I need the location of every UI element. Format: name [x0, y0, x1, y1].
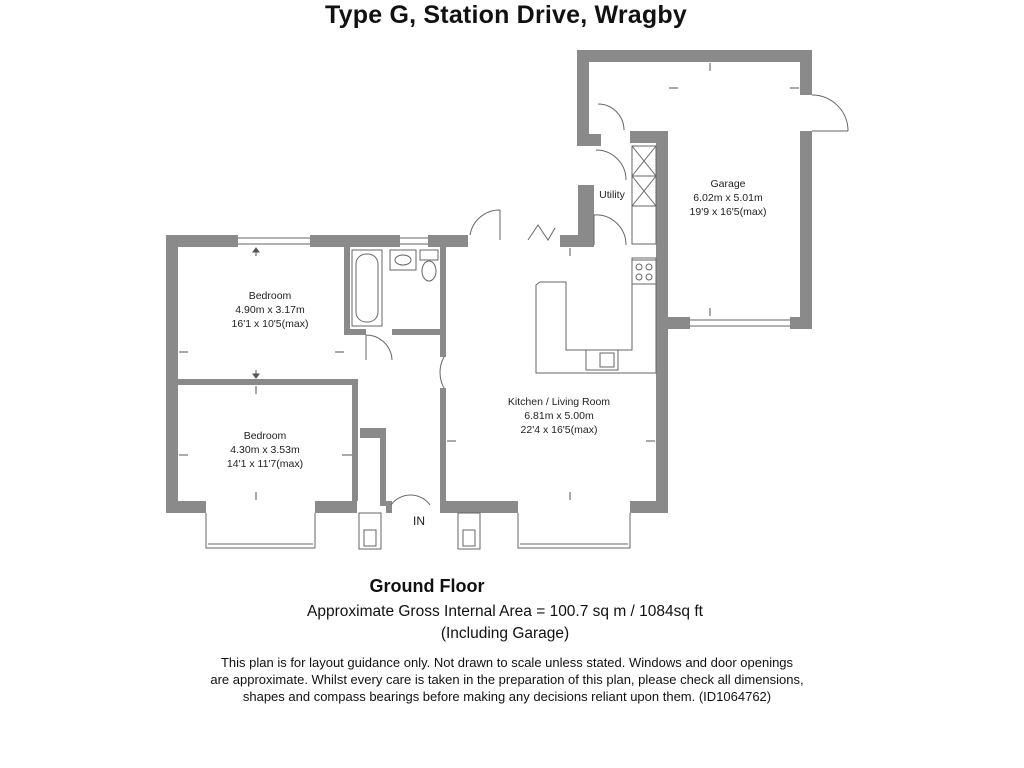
bedroom1-metric: 4.90m x 3.17m	[235, 304, 305, 316]
room-labels	[227, 178, 767, 528]
garage-imperial: 19'9 x 16'5(max)	[689, 206, 767, 218]
garage-name: Garage	[710, 178, 746, 190]
kitchen-metric: 6.81m x 5.00m	[524, 410, 594, 422]
disclaimer-line: shapes and compass bearings before making any decisions reliant upon them. (ID1064762)	[242, 689, 772, 704]
bedroom1-name: Bedroom	[248, 290, 292, 302]
kitchen-imperial: 22'4 x 16'5(max)	[520, 424, 598, 436]
bedroom2-metric: 4.30m x 3.53m	[230, 444, 300, 456]
garage-metric: 6.02m x 5.01m	[693, 192, 763, 204]
disclaimer-line: are approximate. Whilst every care is taken in the preparation of this plan, please check all dimensions,	[210, 672, 804, 687]
plan-title: Type G, Station Drive, Wragby	[325, 1, 687, 29]
utility-name: Utility	[599, 189, 625, 201]
bedroom2-imperial: 14'1 x 11'7(max)	[226, 458, 304, 470]
disclaimer	[150, 654, 864, 705]
area-note: (Including Garage)	[440, 625, 570, 642]
entrance-label: IN	[413, 514, 425, 528]
floor-title: Ground Floor	[369, 576, 485, 596]
bedroom2-name: Bedroom	[243, 430, 287, 442]
door-swings	[366, 95, 848, 505]
disclaimer-line: This plan is for layout guidance only. Not drawn to scale unless stated. Windows and door openings	[220, 655, 794, 670]
fixtures	[352, 146, 656, 549]
bedroom1-imperial: 16'1 x 10'5(max)	[231, 318, 309, 330]
kitchen-name: Kitchen / Living Room	[507, 396, 611, 408]
gross-area: Approximate Gross Internal Area = 100.7 sq m / 1084sq ft	[307, 603, 703, 620]
